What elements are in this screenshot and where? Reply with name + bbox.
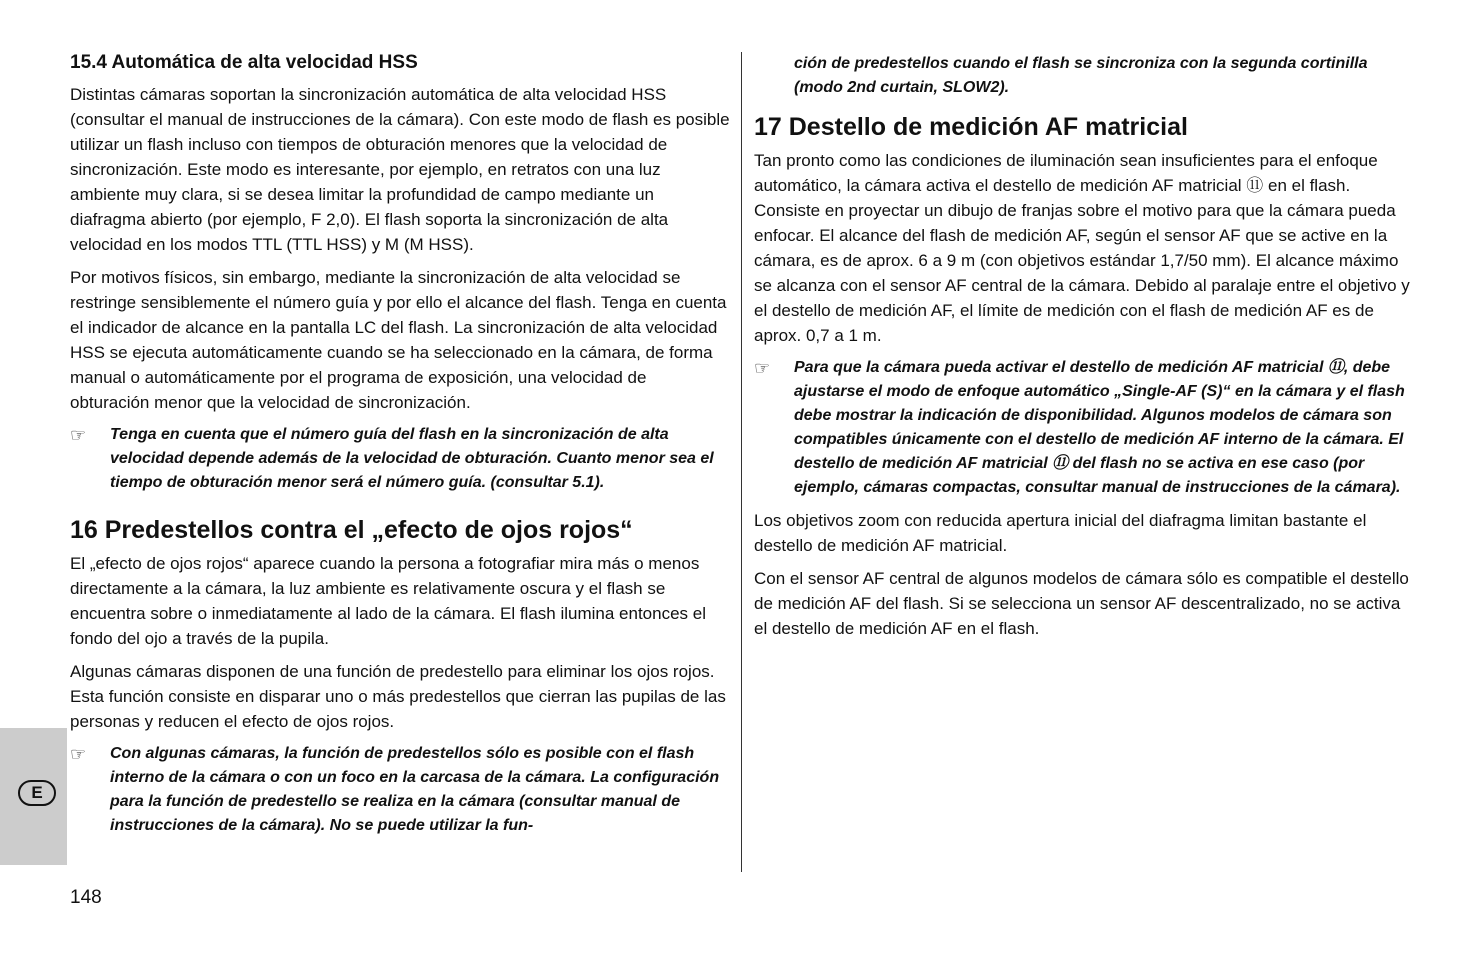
paragraph: Distintas cámaras soportan la sincronización automática de alta velocidad HSS (consultar el manual de instrucciones de la cámara). Con este modo de flash es posible utilizar un flash incluso con tiempos de obturación menores que la velocidad de sincronización. Este modo es interesante, por ejemplo, en retratos con una luz ambiente muy clara, si se desea limitar la profundidad de campo mediante un diafragma abierto (por ejemplo, F 2,0). El flash soporta la sincronización de alta velocidad en los modos TTL (TTL HSS) y M (M HSS).: [70, 85, 730, 254]
pointing-hand-icon: ☞: [754, 358, 771, 378]
note-text: Para que la cámara pueda activar el destello de medición AF matricial ⑪, debe ajustarse el modo de enfoque automático „Single-AF (S)“ en la cámara y el flash debe mostrar la indicación de disponibilidad. Algunos modelos de cámara son compatibles únicamente con el destello de medición AF interno de la cámara. El destello de medición AF matricial ⑪ del flash no se activa en ese caso (por ejemplo, cámaras compactas, consultar manual de instrucciones de la cámara).: [794, 359, 1405, 496]
pointing-hand-icon: ☞: [70, 425, 87, 445]
section-15-4-title: 15.4 Automática de alta velocidad HSS: [70, 52, 418, 73]
note-block: [754, 356, 1414, 500]
paragraph: Los objetivos zoom con reducida apertura inicial del diafragma limitan bastante el destello de medición AF matricial.: [754, 511, 1367, 555]
note-text: Tenga en cuenta que el número guía del flash en la sincronización de alta velocidad depende además de la velocidad de obturación. Cuanto menor sea el tiempo de obturación menor será el número guía. (consultar 5.1).: [110, 426, 714, 491]
pointing-hand-icon: ☞: [70, 744, 87, 764]
section-17-title: 17 Destello de medición AF matricial: [754, 113, 1188, 141]
note-text: Con algunas cámaras, la función de predestellos sólo es posible con el flash interno de la cámara o con un foco en la carcasa de la cámara. La configuración para la función de predestello se realiza en la cámara (consultar manual de instrucciones de la cámara). No se puede utilizar la fun-: [110, 745, 720, 834]
note-block: [70, 742, 730, 838]
paragraph: Tan pronto como las condiciones de iluminación sean insuficientes para el enfoque automático, la cámara activa el destello de medición AF matricial ⑪ en el flash. Consiste en proyectar un dibujo de franjas sobre el motivo para que la cámara pueda enfocar. El alcance del flash de medición AF, según el sensor AF que se active en la cámara, es de aprox. 6 a 9 m (con objetivos estándar 1,7/50 mm). El alcance máximo se alcanza con el sensor AF central de la cámara. Debido al paralaje entre el objetivo y el destello de medición AF, el límite de medición con el flash de medición AF es de aprox. 0,7 a 1 m.: [754, 151, 1410, 345]
page-number: 148: [70, 887, 102, 908]
language-badge: E: [18, 780, 56, 806]
left-column: [70, 50, 730, 846]
column-divider: [741, 52, 742, 872]
section-16-title: 16 Predestellos contra el „efecto de ojos rojos“: [70, 516, 633, 544]
paragraph: Algunas cámaras disponen de una función de predestello para eliminar los ojos rojos. Esta función consiste en disparar uno o más predestellos que cierran las pupilas de las personas y reducen el efecto de ojos rojos.: [70, 662, 726, 731]
paragraph: Por motivos físicos, sin embargo, mediante la sincronización de alta velocidad se restringe sensiblemente el número guía y por ello el alcance del flash. Tenga en cuenta el indicador de alcance en la pantalla LC del flash. La sincronización de alta velocidad HSS se ejecuta automáticamente cuando se ha seleccionado en la cámara, de forma manual o automáticamente por el programa de exposición, una velocidad de obturación menor que la velocidad de sincronización.: [70, 268, 727, 412]
paragraph: Con el sensor AF central de algunos modelos de cámara sólo es compatible el destello de medición AF del flash. Si se selecciona un sensor AF descentralizado, no se activa el destello de medición AF en el flash.: [754, 569, 1409, 638]
right-column: [754, 52, 1414, 649]
note-continuation: ción de predestellos cuando el flash se sincroniza con la segunda cortinilla (modo 2nd curtain, SLOW2).: [794, 55, 1368, 96]
paragraph: El „efecto de ojos rojos“ aparece cuando la persona a fotografiar mira más o menos directamente a la cámara, la luz ambiente es relativamente oscura y el flash se encuentra sobre o inmediatamente al lado de la cámara. El flash ilumina entonces el fondo del ojo a través de la pupila.: [70, 554, 706, 648]
note-block: [70, 423, 730, 495]
